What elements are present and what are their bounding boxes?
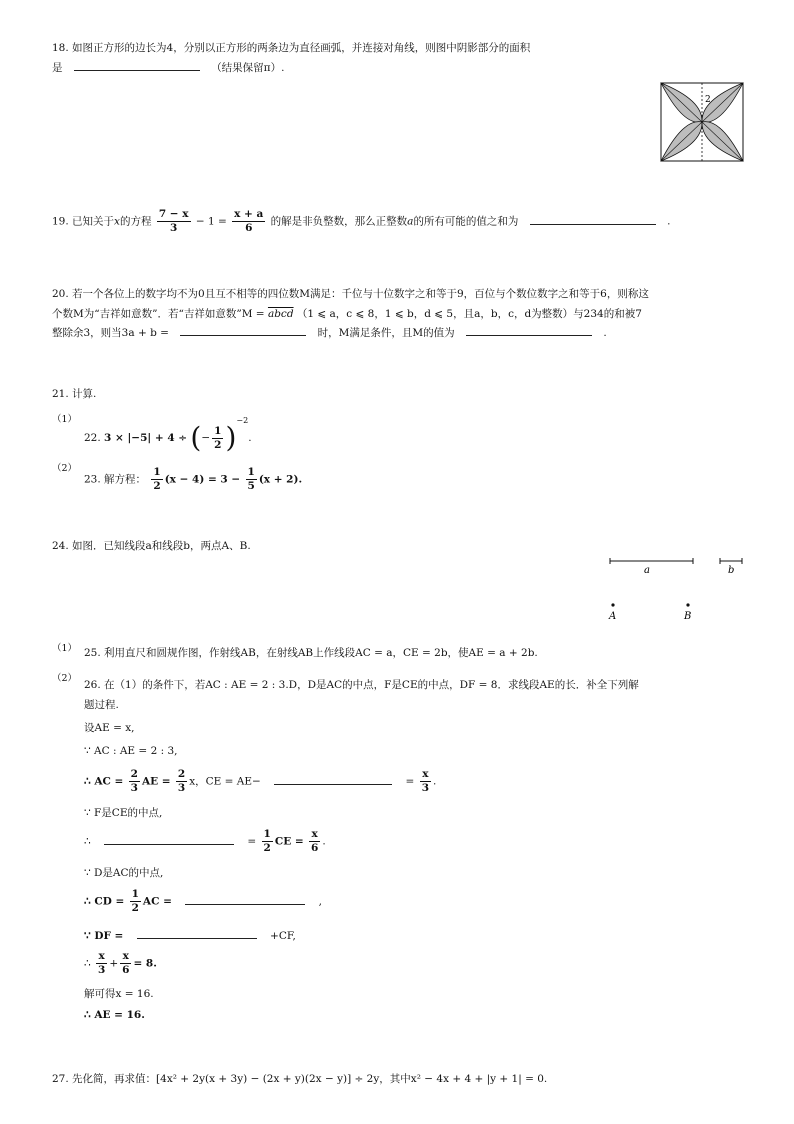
q26-s9-fraction-2 xyxy=(120,950,131,977)
q20-number: 20. xyxy=(52,288,69,300)
q26-s3-f3-num: x xyxy=(420,768,431,782)
q22-frac-den: 2 xyxy=(214,438,222,451)
q20-line2-pre: 个数M为“吉祥如意数”．若“吉祥如意数”M = xyxy=(52,308,265,320)
q23-number: 23. xyxy=(84,473,101,486)
q19-frac2-den: 6 xyxy=(245,222,253,234)
q26-s3-f3-den: 3 xyxy=(421,782,430,794)
q27-line: 27. 先化简，再求值：[4x² + 2y(x + 3y) − (2x + y)(2x − y)] ÷ 2y，其中x² − 4x + 4 + |y + 1| = 0. xyxy=(52,1073,548,1085)
q19-mid: − 1 = xyxy=(195,215,227,228)
q26-s5-pre: ∴ xyxy=(84,835,91,848)
q18-figure xyxy=(660,82,744,162)
q24-header: 24. 如图．已知线段a和线段b，两点A、B. xyxy=(52,540,251,552)
q19-eq-word: 的方程 xyxy=(119,215,152,228)
q23-f1-den: 2 xyxy=(153,480,161,492)
q26-s9-fraction-1 xyxy=(96,950,107,977)
q20-line3 xyxy=(52,325,607,340)
q26-s5-f1-den: 2 xyxy=(263,842,271,854)
segment-b-label: b xyxy=(728,565,735,576)
q26-s8-blank[interactable] xyxy=(137,928,257,939)
q26-s9-f1-num: x xyxy=(96,950,107,964)
q20-line3-pre: 整除余3，则当3a + b = xyxy=(52,327,169,339)
q21-header: 21. 计算. xyxy=(52,388,97,400)
q22-frac-num: 1 xyxy=(214,424,222,437)
q26-step1: 设AE = x, xyxy=(84,722,135,734)
q19-pre: 已知关于 xyxy=(72,215,115,228)
q26-s5-f1-num: 1 xyxy=(263,828,271,840)
q26-step6: ∵ D是AC的中点, xyxy=(84,867,164,879)
q26-step9 xyxy=(84,950,157,977)
q22-end: . xyxy=(248,432,252,444)
q18-line2-pre: 是 xyxy=(52,62,63,74)
q19-fraction-1 xyxy=(157,208,191,235)
q19-line xyxy=(52,208,670,235)
point-a-dot xyxy=(611,603,614,606)
q18-figure-label: 2 xyxy=(705,95,711,105)
q19-end: . xyxy=(667,215,671,228)
q23-f2-num: 1 xyxy=(247,466,255,478)
q18-answer-blank[interactable] xyxy=(74,60,200,71)
q22-left-paren: ( xyxy=(190,421,202,454)
q26-s3-mid: AE = xyxy=(141,775,171,788)
q22-exponent: −2 xyxy=(236,416,249,425)
q26-s7-blank[interactable] xyxy=(185,894,305,905)
q26-s3-f1-den: 3 xyxy=(130,782,138,794)
q20-line1-text: 若一个各位上的数字均不为0且互不相等的四位数M满足：千位与十位数字之和等于9，百位与个数位数字之和等于6，则称这 xyxy=(72,288,649,300)
q20-answer-blank-1[interactable] xyxy=(180,325,306,336)
q22-minus: − xyxy=(201,432,211,444)
q26-s5-f2-num: x xyxy=(309,828,320,842)
q26-s3-f2-num: 2 xyxy=(177,768,186,780)
q26-step10: 解可得x = 16. xyxy=(84,988,154,1000)
q23-f1-num: 1 xyxy=(153,466,161,478)
q26-s5-fraction-1 xyxy=(262,828,273,855)
q23-pre: 解方程： xyxy=(104,473,147,486)
q24-part2-label: （2） xyxy=(52,673,78,684)
q22-right-paren: ) xyxy=(225,421,237,454)
q23-line xyxy=(84,466,302,493)
q21-part1-label: （1） xyxy=(52,414,78,425)
q26-s3-f2-den: 3 xyxy=(177,782,186,794)
q20-line3-mid: 时，M满足条件，且M的值为 xyxy=(317,327,455,339)
q18-line2 xyxy=(52,60,284,75)
q26-s9-plus: + xyxy=(109,957,119,970)
q26-line2: 题过程. xyxy=(84,699,119,711)
q26-s3-blank[interactable] xyxy=(274,774,392,785)
q19-post: 的解是非负整数，那么正整数 xyxy=(270,215,408,228)
q23-fraction-1 xyxy=(151,466,162,493)
q26-s9-pre: ∴ xyxy=(84,957,91,970)
q26-s9-f1-den: 3 xyxy=(98,964,106,976)
q19-frac2-num: x + a xyxy=(234,208,264,220)
q22-fraction xyxy=(212,425,223,452)
q26-s5-end: . xyxy=(322,835,326,848)
q26-s7-f-num: 1 xyxy=(131,888,139,900)
q20-overline-abcd: abcd xyxy=(267,308,294,320)
q26-s3-pre: ∴ AC = xyxy=(84,775,124,788)
q20-line1 xyxy=(52,286,649,301)
q26-step3 xyxy=(84,768,436,795)
q19-number: 19. xyxy=(52,215,69,228)
q22-line xyxy=(84,416,252,452)
point-b-label: B xyxy=(684,611,692,622)
q20-line2 xyxy=(52,306,642,321)
q26-s7-end: , xyxy=(318,895,322,908)
q18-line2-post: （结果保留π）. xyxy=(211,62,285,74)
q26-s7-fraction xyxy=(130,888,141,915)
q26-s7-f-den: 2 xyxy=(131,902,139,914)
q26-s3-f1-num: 2 xyxy=(130,768,138,780)
q26-step7 xyxy=(84,888,322,915)
q26-s5-fraction-2 xyxy=(309,828,320,855)
q18-line1 xyxy=(52,40,530,55)
q26-step8 xyxy=(84,928,296,942)
q26-s3-fraction-3 xyxy=(420,768,431,795)
q26-s7-mid: AC = xyxy=(142,895,172,908)
q26-s8-end: +CF, xyxy=(270,930,296,942)
q20-answer-blank-2[interactable] xyxy=(466,325,592,336)
q26-s7-pre: ∴ CD = xyxy=(84,895,125,908)
q26-s3-post: x，CE = AE− xyxy=(189,775,261,788)
point-b-dot xyxy=(686,603,689,606)
q19-frac1-den: 3 xyxy=(170,222,178,234)
segment-a-label: a xyxy=(644,565,650,576)
q26-s5-eq: = xyxy=(247,835,257,848)
q19-answer-blank[interactable] xyxy=(530,214,656,225)
q18-number: 18. xyxy=(52,42,69,54)
q18-text: 如图正方形的边长为4，分别以正方形的两条边为直径画弧，并连接对角线，则图中阴影部分的面积 xyxy=(72,42,531,54)
q22-expr: 3 × |−5| + 4 ÷ xyxy=(104,432,188,444)
q26-line1: 26. 在（1）的条件下，若AC : AE = 2 : 3.D，D是AC的中点，F是CE的中点，DF = 8．求线段AE的长．补全下列解 xyxy=(84,679,639,691)
q26-s3-fraction-1 xyxy=(129,768,140,795)
q25-line: 25. 利用直尺和圆规作图，作射线AB，在射线AB上作线段AC = a，CE = 2b，使AE = a + 2b. xyxy=(84,647,538,659)
q26-s8-pre: ∵ DF = xyxy=(84,930,124,942)
q26-step2: ∵ AC : AE = 2 : 3, xyxy=(84,745,178,757)
q26-s9-end: = 8. xyxy=(133,957,157,970)
q20-line2-post: （1 ⩽ a，c ⩽ 8，1 ⩽ b，d ⩽ 5，且a，b，c，d为整数）与234的和被7 xyxy=(296,308,642,320)
q26-s9-f2-den: 6 xyxy=(122,964,130,976)
q26-s3-end: . xyxy=(433,775,437,788)
point-a-label: A xyxy=(609,611,617,622)
q26-s5-f2-den: 6 xyxy=(311,842,319,854)
q26-s3-end-eq: = xyxy=(405,775,415,788)
q20-line3-end: . xyxy=(603,327,607,339)
q23-fraction-2 xyxy=(246,466,257,493)
q23-mid2: (x + 2). xyxy=(258,473,303,486)
q22-number: 22. xyxy=(84,432,101,444)
q19-post2: 的所有可能的值之和为 xyxy=(413,215,519,228)
q19-fraction-2 xyxy=(232,208,265,235)
q19-var-a: a xyxy=(407,215,414,228)
q23-f2-den: 5 xyxy=(247,480,255,492)
q24-part1-label: （1） xyxy=(52,643,78,654)
q19-var-x: x xyxy=(114,215,120,228)
q21-part2-label: （2） xyxy=(52,463,78,474)
q26-s5-mid: CE = xyxy=(274,835,304,848)
q26-step5 xyxy=(84,828,326,855)
q19-frac1-num: 7 − x xyxy=(158,208,189,220)
q23-mid1: (x − 4) = 3 − xyxy=(164,473,241,486)
q26-s9-f2-num: x xyxy=(120,950,131,964)
q26-step4: ∵ F是CE的中点, xyxy=(84,807,163,819)
q24-segments-figure xyxy=(600,555,750,625)
q26-s3-fraction-2 xyxy=(176,768,187,795)
q26-step11: ∴ AE = 16. xyxy=(84,1009,145,1021)
q26-s5-blank[interactable] xyxy=(104,834,234,845)
